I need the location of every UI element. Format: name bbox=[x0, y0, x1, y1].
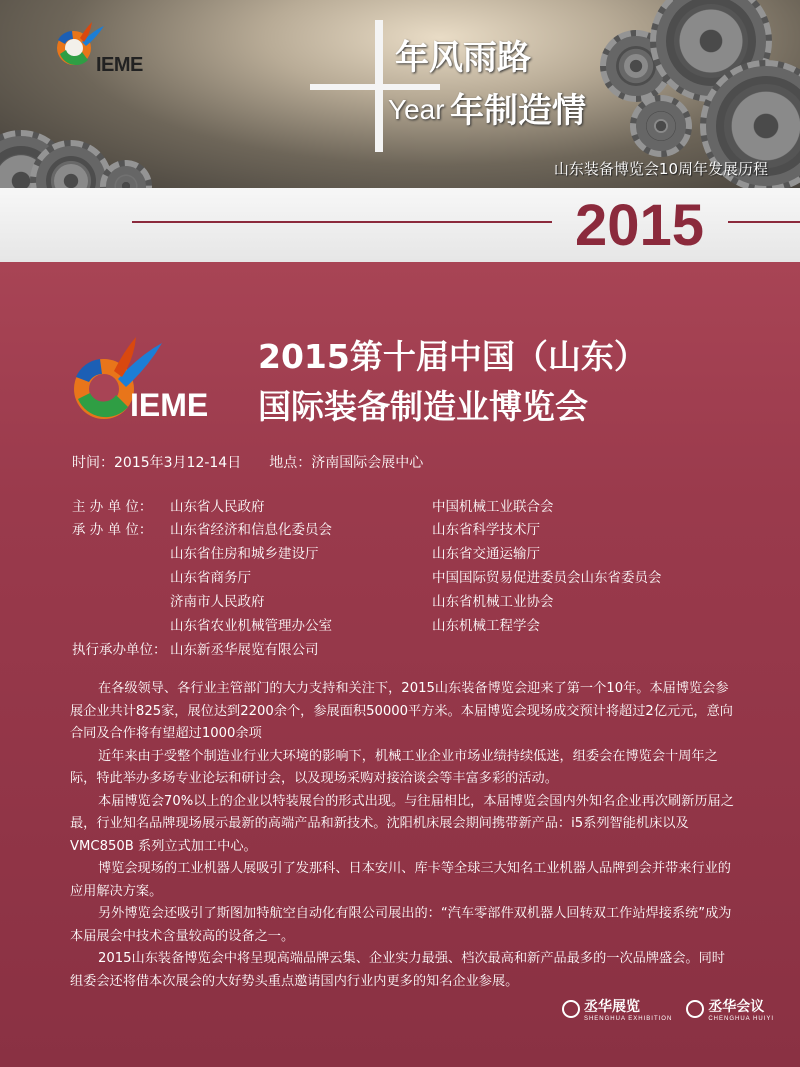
event-title bbox=[258, 332, 647, 432]
paragraph: 近年来由于受整个制造业行业大环境的影响下，机械工业企业市场业绩持续低迷，组委会在博览会十周年之际，特此举办多场专业论坛和研讨会，以及现场采购对接洽谈会等丰富多彩的活动。 bbox=[70, 748, 718, 786]
brand-mark-icon bbox=[686, 1000, 704, 1018]
host-label: 主 办 单 位： bbox=[72, 499, 153, 515]
undertaker-item: 山东省经济和信息化委员会 bbox=[170, 522, 332, 538]
paragraph: 另外博览会还吸引了斯图加特航空自动化有限公司展出的：“汽车零部件双机器人回转双工作站焊接系统”成为本届展会中技术含量较高的设备之一。 bbox=[70, 906, 732, 944]
title-line1: 2015第十届中国（山东） bbox=[258, 337, 647, 376]
title-line2: 国际装备制造业博览会 bbox=[258, 387, 588, 426]
undertaker-item: 山东省科学技术厅 bbox=[432, 522, 540, 538]
slogan-line2: 年制造情 bbox=[450, 91, 586, 131]
gear-icon bbox=[630, 95, 692, 157]
executor: 山东新丞华展览有限公司 bbox=[170, 642, 319, 658]
undertaker-item: 济南市人民政府 bbox=[170, 594, 265, 610]
chenghua-huiyi-logo bbox=[686, 996, 774, 1022]
logo2-text: 丞华会议 bbox=[708, 999, 765, 1015]
paragraph: 本届博览会70%以上的企业以特装展台的形式出现。与往届相比，本届博览会国内外知名企业再次刷新历届之最，行业知名品牌现场展示最新的高端产品和新技术。沈阳机床展会期间携带新产品：i5系列智能机床以及VMC850B 系列立式加工中心。 bbox=[70, 793, 734, 854]
divider bbox=[728, 221, 800, 223]
logo1-text: 丞华展览 bbox=[583, 999, 640, 1015]
paragraph: 在各级领导、各行业主管部门的大力支持和关注下，2015山东装备博览会迎来了第一个10年。本届博览会参展企业共计825家，展位达到2200余个，参展面积50000平方米。本届博览会现场成交预计将超过2亿元元，意向合同及合作将有望超过1000余项 bbox=[70, 681, 733, 741]
logo2-sub: CHENGHUA HUIYI bbox=[708, 1016, 774, 1022]
logo1-sub: SHENGHUA EXHIBITION bbox=[583, 1016, 673, 1022]
time-place: 时间：2015年3月12-14日 地点：济南国际会展中心 bbox=[72, 455, 424, 471]
logo-text: IEME bbox=[96, 54, 143, 76]
year-label: 2015 bbox=[575, 193, 705, 258]
undertaker-item: 山东省农业机械管理办公室 bbox=[170, 618, 332, 634]
article-body bbox=[70, 678, 734, 993]
footer-logos bbox=[562, 996, 774, 1022]
shenghua-exhibition-logo bbox=[562, 996, 672, 1022]
logo-text: IEME bbox=[130, 387, 209, 423]
divider bbox=[132, 221, 552, 223]
undertaker-item: 山东省住房和城乡建设厅 bbox=[170, 546, 319, 562]
host-left: 山东省人民政府 bbox=[170, 499, 265, 515]
undertaker-item: 山东省交通运输厅 bbox=[432, 546, 540, 562]
slogan-year-en: Year bbox=[388, 94, 445, 125]
undertaker-item: 山东省商务厅 bbox=[170, 570, 251, 586]
header-banner bbox=[0, 0, 800, 188]
paragraph: 博览会现场的工业机器人展吸引了发那科、日本安川、库卡等全球三大知名工业机器人品牌到会并带来行业的应用解决方案。 bbox=[70, 861, 731, 899]
executor-label: 执行承办单位： bbox=[72, 642, 167, 658]
host-right: 中国机械工业联合会 bbox=[432, 499, 554, 515]
undertaker-item: 中国国际贸易促进委员会山东省委员会 bbox=[432, 570, 662, 586]
ieme-logo bbox=[52, 20, 162, 80]
history-caption: 山东装备博览会10周年发展历程 bbox=[553, 160, 768, 178]
undertaker-item: 山东机械工程学会 bbox=[432, 618, 540, 634]
ten-glyph bbox=[360, 20, 400, 152]
ieme-logo-large bbox=[68, 335, 228, 425]
slogan-line1: 年风雨路 bbox=[395, 38, 531, 78]
brand-mark-icon bbox=[562, 1000, 580, 1018]
undertaker-label: 承 办 单 位： bbox=[72, 522, 153, 538]
paragraph: 2015山东装备博览会中将呈现高端品牌云集、企业实力最强、档次最高和新产品最多的一次品牌盛会。同时组委会还将借本次展会的大好势头重点邀请国内行业内更多的知名企业参展。 bbox=[70, 951, 725, 989]
undertaker-item: 山东省机械工业协会 bbox=[432, 594, 554, 610]
